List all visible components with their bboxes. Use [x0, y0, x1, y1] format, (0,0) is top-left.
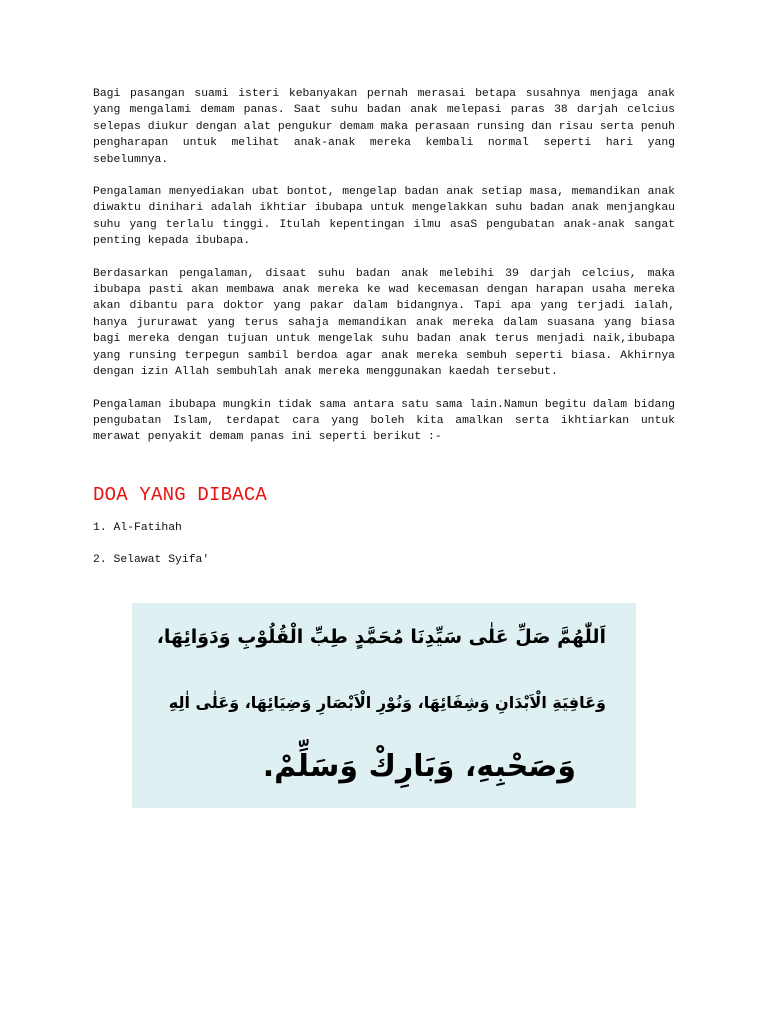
arabic-line-1: اَللّٰهُمَّ صَلِّ عَلٰى سَيِّدِنَا مُحَمَّدٍ طِبِّ الْقُلُوْبِ وَدَوَائِهَا، [156, 626, 606, 648]
section-heading: DOA YANG DIBACA [93, 483, 268, 506]
paragraph-3: Berdasarkan pengalaman, disaat suhu badan anak melebihi 39 darjah celcius, maka ibubapa pasti akan membawa anak mereka ke wad kecemasan dengan harapan usaha mereka akan dibantu para doktor yang pakar dalam bidangnya. Tapi apa yang terjadi ialah, hanya jururawat yang terus sahaja memandikan anak mereka dalam suasana yang biasa bagi mereka dengan tujuan untuk mengelak suhu badan anak terus menjadi naik,ibubapa yang runsing terpegun sambil berdoa agar anak mereka sembuh seperti biasa. Akhirnya dengan izin Allah sembuhlah anak mereka menggunakan kaedah tersebut. [93, 267, 675, 379]
list-item-selawat-syifa: 2. Selawat Syifa' [93, 553, 210, 566]
selawat-syifa-arabic-image [132, 603, 636, 808]
document-body [93, 86, 675, 568]
list-item-al-fatihah: 1. Al-Fatihah [93, 521, 182, 534]
paragraph-1: Bagi pasangan suami isteri kebanyakan pernah merasai betapa susahnya menjaga anak yang mengalami demam panas. Saat suhu badan anak melepasi paras 38 darjah celcius selepas diukur dengan alat pengukur demam maka perasaan runsing dan risau serta penuh pengharapan untuk melihat anak-anak mereka kembali normal seperti hari yang sebelumnya. [93, 88, 675, 166]
arabic-line-2: وَعَافِيَةِ الْاَبْدَانِ وَشِفَائِهَا، وَنُوْرِ الْاَبْصَارِ وَضِيَائِهَا، وَعَلٰى اٰلِهِ [168, 693, 606, 712]
paragraph-4: Pengalaman ibubapa mungkin tidak sama antara satu sama lain.Namun begitu dalam bidang pengubatan Islam, terdapat cara yang boleh kita amalkan serta ikhtiarkan untuk merawat penyakit demam panas ini seperti berikut :- [93, 398, 675, 444]
arabic-line-3: وَصَحْبِهِ، وَبَارِكْ وَسَلِّمْ. [262, 749, 576, 784]
paragraph-2: Pengalaman menyediakan ubat bontot, mengelap badan anak setiap masa, memandikan anak diwaktu dinihari adalah ikhtiar ibubapa untuk mengelakkan suhu badan anak menjangkau suhu yang terlalu tinggi. Itulah kepentingan ilmu asaS pengubatan anak-anak sangat penting kepada ibubapa. [93, 186, 675, 248]
